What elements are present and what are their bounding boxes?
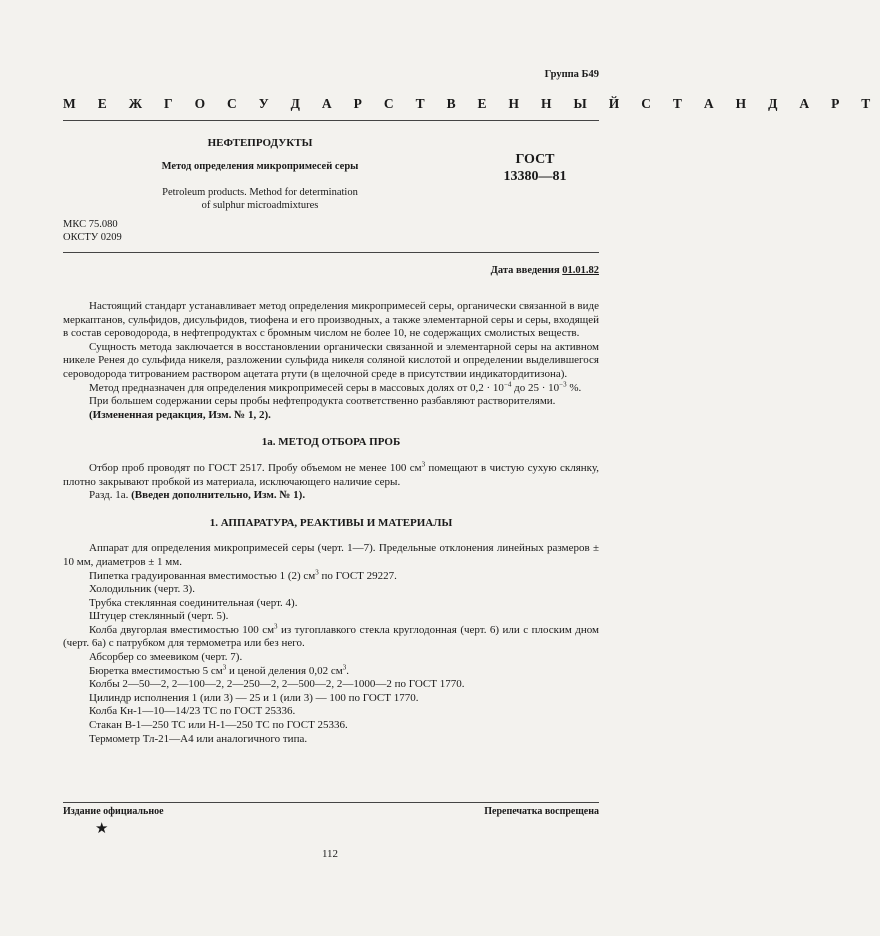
intro-paragraph-1: Настоящий стандарт устанавливает метод определения микропримесей серы, органически связанной в виде меркаптанов, сульфидов, дисульфидов, тиофена и его производных, а также элементарной серы и серы, входящей в состав сероводорода, в нефтепродуктах с бромным числом не более 10, не содержащих смолистых веществ. — [63, 300, 599, 340]
equipment-item-1: Аппарат для определения микропримесей серы (черт. 1—7). Предельные отклонения линейных размеров ± 10 мм, диаметров ± 1 мм. — [63, 542, 599, 568]
item8-sup2: 3 — [342, 663, 347, 671]
codes-divider — [63, 252, 599, 253]
item2-sup: 3 — [315, 567, 319, 576]
item6-part2: из тугоплавкого стекла круглодонная (черт. 6) или с плоским дном (черт. 6а) с патрубком для термометра или без него. — [63, 623, 599, 650]
section-1a-paragraph-1 — [63, 462, 599, 489]
reprint-prohibited-label: Перепечатка воспрещена — [484, 806, 599, 817]
equipment-item-9: Колбы 2—50—2, 2—100—2, 2—250—2, 2—500—2, 2—1000—2 по ГОСТ 1770. — [89, 678, 465, 691]
gost-label: ГОСТ — [515, 152, 555, 167]
effective-date-value: 01.01.82 — [562, 265, 599, 276]
equipment-item-7: Абсорбер со змеевиком (черт. 7). — [89, 651, 243, 664]
s1a-p1-part1: Отбор проб проводят по ГОСТ 2517. Пробу объемом не менее 100 см — [89, 461, 422, 474]
document-body — [63, 300, 599, 746]
equipment-item-8 — [63, 665, 599, 679]
english-title — [130, 186, 390, 212]
s1a-p1-part2: помещают в чистую сухую склянку, плотно закрывают пробкой из материала, исключающего наличие серы. — [63, 461, 599, 488]
item8-part1: Бюретка вместимостью 5 см — [89, 664, 223, 677]
section-1a-paragraph-2 — [63, 489, 599, 503]
intro-p3-part1: Метод предназначен для определения микропримесей серы в массовых долях от 0,2 · 10 — [89, 381, 504, 394]
mks-code: МКС 75.080 — [63, 219, 118, 230]
item8-sup1: 3 — [222, 663, 227, 671]
intro-p3-part3: %. — [566, 381, 582, 394]
equipment-item-3: Холодильник (черт. 3). — [89, 583, 195, 596]
gost-number: 13380—81 — [503, 169, 567, 184]
item2-part2: по ГОСТ 29227. — [318, 569, 397, 582]
intro-paragraph-4: При большем содержании серы пробы нефтепродукта соответственно разбавляют растворителями. — [89, 395, 556, 408]
equipment-item-13: Термометр Тл-21—А4 или аналогичного типа. — [89, 732, 308, 745]
okstu-code: ОКСТУ 0209 — [63, 231, 122, 243]
effective-date — [491, 265, 599, 276]
amendment-note: (Измененная редакция, Изм. № 1, 2). — [89, 408, 271, 421]
intro-paragraph-3 — [63, 379, 599, 396]
s1a-p2-part1: Разд. 1а. — [89, 489, 132, 502]
s1a-p1-sup: 3 — [421, 460, 426, 469]
item6-sup: 3 — [274, 622, 278, 631]
item8-part2: и ценой деления 0,02 см — [226, 664, 343, 677]
equipment-item-10: Цилиндр исполнения 1 (или 3) — 25 и 1 (или 3) — 100 по ГОСТ 1770. — [89, 691, 419, 704]
equipment-item-11: Колба Кн-1—10—14/23 ТС по ГОСТ 25336. — [89, 705, 296, 718]
section-1-heading: 1. АППАРАТУРА, РЕАКТИВЫ И МАТЕРИАЛЫ — [209, 516, 453, 529]
section-1a-heading: 1а. МЕТОД ОТБОРА ПРОБ — [261, 436, 401, 449]
item6-part1: Колба двугорлая вместимостью 100 см — [89, 623, 275, 636]
equipment-item-4: Трубка стеклянная соединительная (черт. 4). — [89, 596, 298, 609]
intro-p3-part2: до 25 · 10 — [511, 381, 560, 394]
classification-codes — [63, 219, 122, 244]
equipment-item-5: Штуцер стеклянный (черт. 5). — [89, 610, 229, 623]
header-divider — [63, 120, 599, 121]
official-edition-label: Издание официальное — [63, 806, 164, 817]
star-icon: ★ — [95, 821, 109, 837]
english-title-line2: of sulphur microadmixtures — [201, 200, 319, 211]
english-title-line1: Petroleum products. Method for determination — [162, 187, 358, 198]
equipment-item-2 — [63, 567, 599, 584]
page-number: 112 — [321, 848, 339, 860]
intro-p3-exp2: −3 — [559, 379, 567, 388]
item8-part3: . — [346, 664, 349, 677]
equipment-item-6 — [63, 624, 599, 651]
effective-date-label: Дата введения — [490, 265, 560, 276]
item2-part1: Пипетка градуированная вместимостью 1 (2) см — [89, 569, 316, 582]
group-code: Группа Б49 — [544, 69, 599, 80]
intro-p3-exp1: −4 — [503, 379, 512, 388]
standard-type-heading: М Е Ж Г О С У Д А Р С Т В Е Н Н Ы Й С Т А Н Д А Р Т — [63, 96, 880, 111]
footer-divider — [63, 802, 599, 803]
equipment-item-12: Стакан В-1—250 ТС или Н-1—250 ТС по ГОСТ 25336. — [89, 719, 348, 732]
s1a-p2-part2: (Введен дополнительно, Изм. № 1). — [131, 489, 306, 502]
intro-paragraph-2: Сущность метода заключается в восстановлении органически связанной и элементарной серы на активном никеле Ренея до сульфида никеля, разложении сульфида никеля соляной кислотой и определении выделившегося сероводорода титрованием раствором ацетата ртути (в щелочной среде в присутствии индикатордитизона). — [63, 340, 599, 380]
document-subtitle: Метод определения микропримесей серы — [161, 161, 359, 172]
document-title: НЕФТЕПРОДУКТЫ — [207, 137, 313, 149]
gost-designation — [480, 151, 590, 185]
